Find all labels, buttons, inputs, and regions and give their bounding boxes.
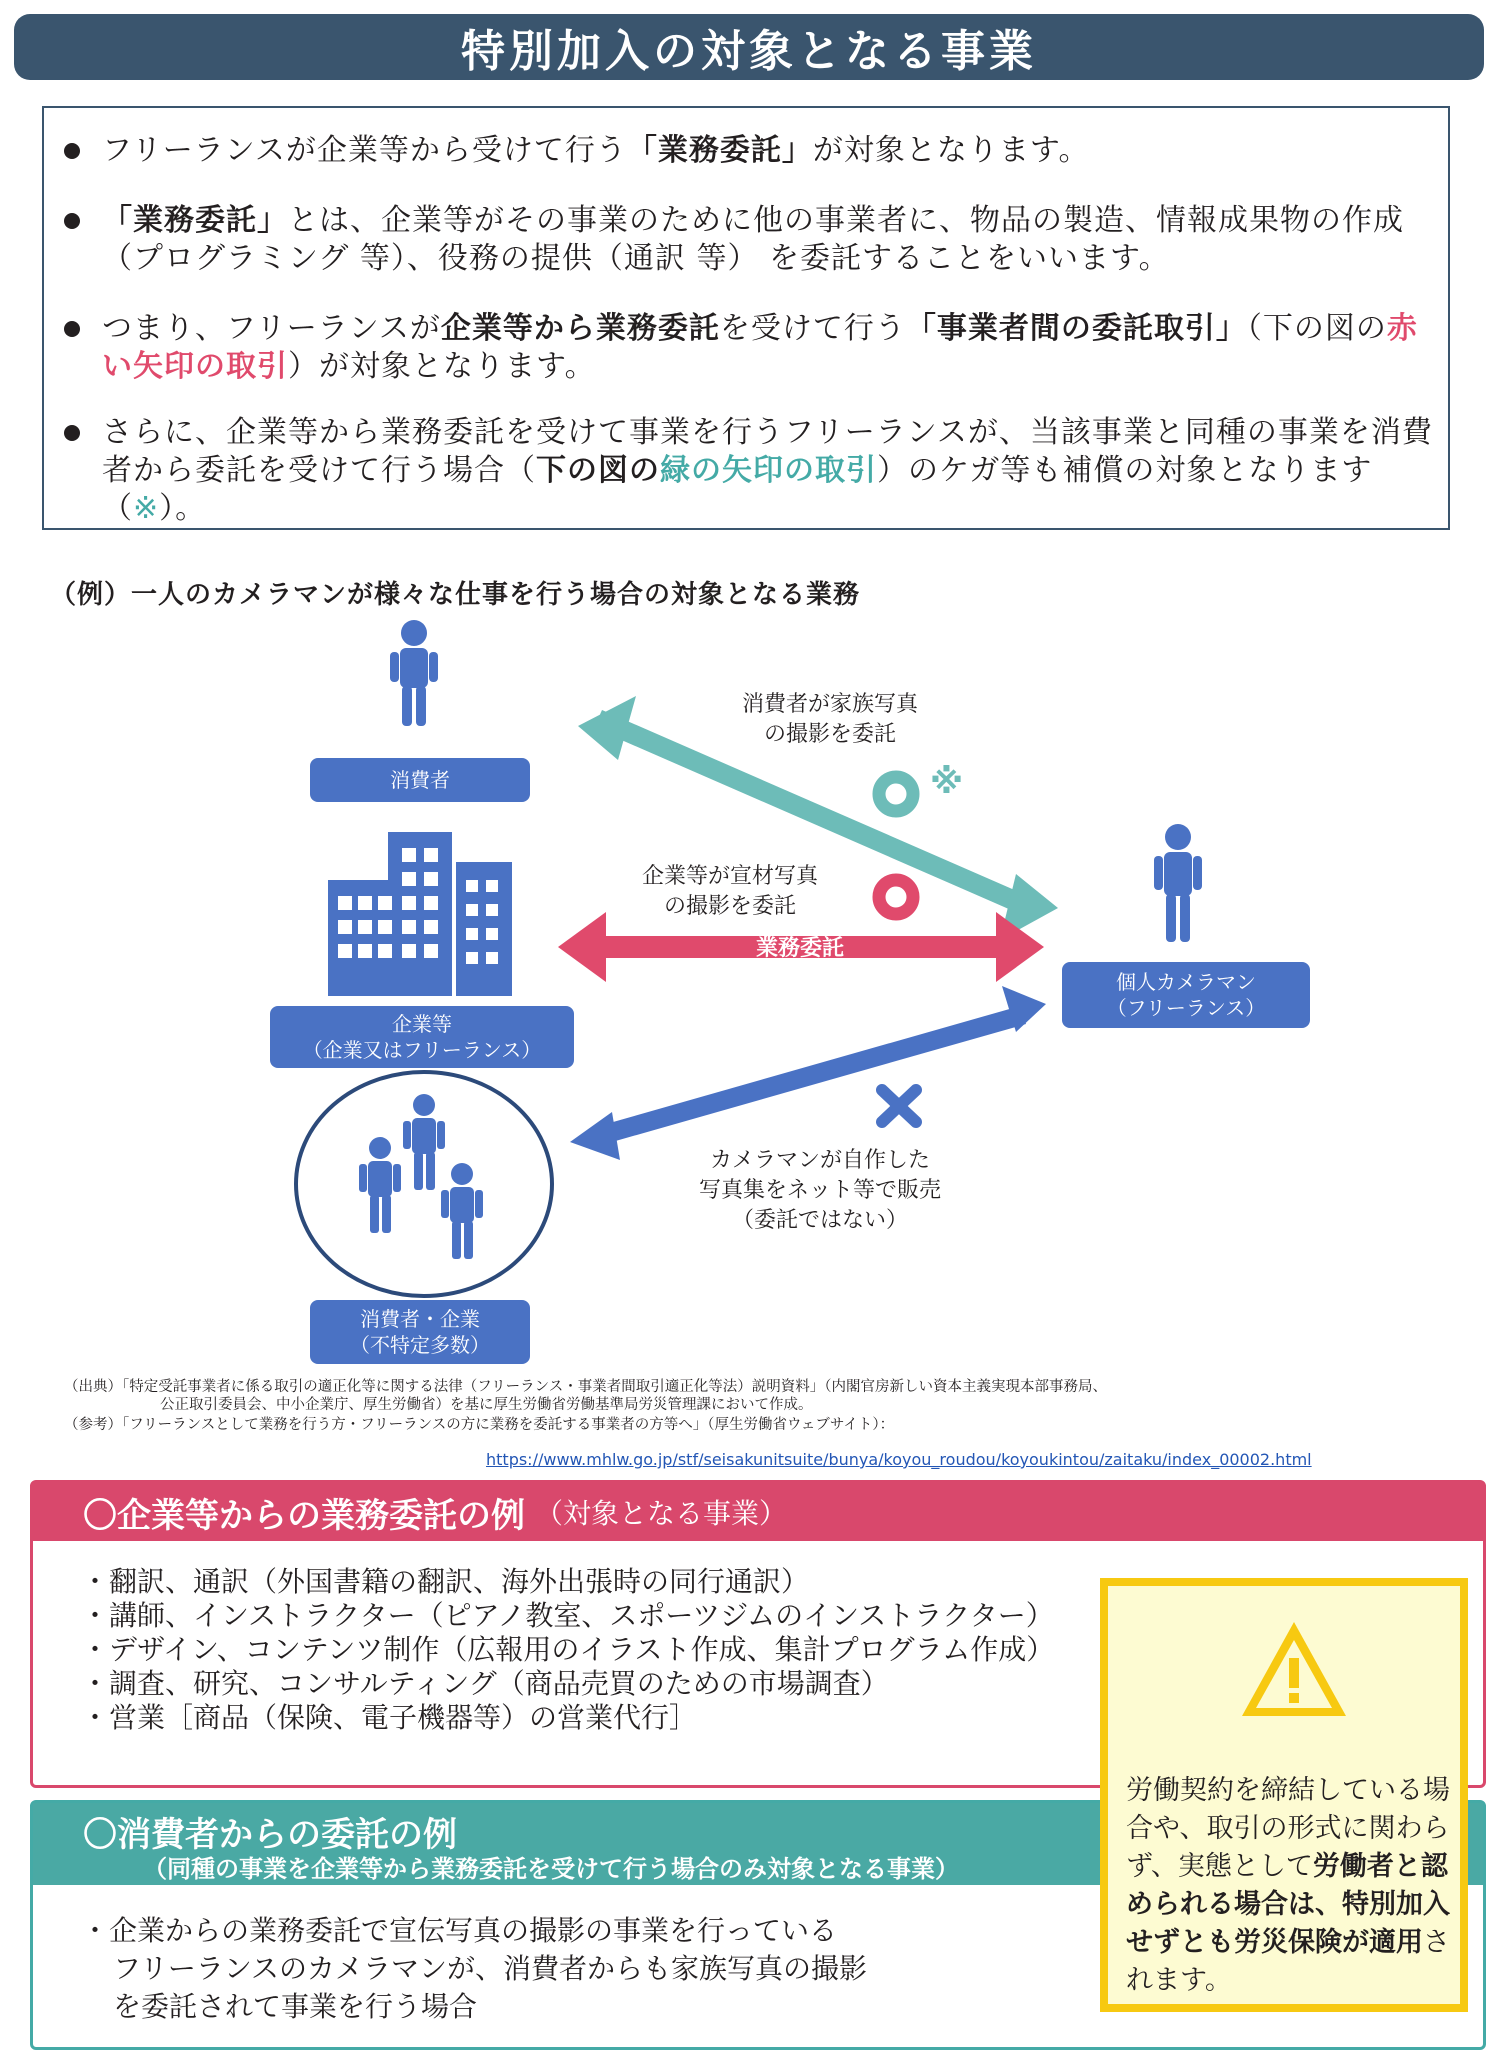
consumer-examples-subtitle: （同種の事業を企業等から業務委託を受けて行う場合のみ対象となる事業） bbox=[143, 1855, 959, 1883]
intro-box bbox=[42, 106, 1450, 530]
title-banner bbox=[14, 14, 1484, 80]
bullet-dot-icon bbox=[64, 143, 80, 159]
ng-cross-icon bbox=[882, 1090, 916, 1122]
intro-bullet-1: フリーランスが企業等から受けて行う「業務委託」が対象となります。 bbox=[64, 132, 1434, 170]
teal-arrow-caption: 消費者が家族写真 の撮影を委託 bbox=[741, 692, 918, 747]
consumer-label: 消費者 bbox=[310, 758, 530, 802]
bullet-dot-icon bbox=[64, 213, 80, 229]
page-title: 特別加入の対象となる事業 bbox=[461, 26, 1037, 77]
blue-arrow bbox=[570, 986, 1046, 1160]
bullet-dot-icon bbox=[64, 425, 80, 441]
company-examples-subtitle: （対象となる事業） bbox=[535, 1497, 788, 1530]
list-item: ・調査、研究、コンサルティング（商品売買のための市場調査） bbox=[81, 1667, 889, 1700]
intro-bullet-3: つまり、フリーランスが企業等から業務委託を受けて行う「事業者間の委託取引」（下の図の赤い矢印の取引）が対象となります。 bbox=[64, 310, 1434, 386]
list-item: フリーランスのカメラマンが、消費者からも家族写真の撮影 bbox=[113, 1952, 868, 1985]
list-item: ・翻訳、通訳（外国書籍の翻訳、海外出張時の同行通訳） bbox=[81, 1565, 810, 1598]
red-arrow-caption: 企業等が宣材写真 の撮影を委託 bbox=[641, 864, 818, 919]
intro-bullet-4: さらに、企業等から業務委託を受けて事業を行うフリーランスが、当該事業と同種の事業を消費者から委託を受けて行う場合（下の図の緑の矢印の取引）のケガ等も補償の対象となります（※）。 bbox=[64, 414, 1434, 528]
source-note-1: （出典）「特定受託事業者に係る取引の適正化等に関する法律（フリーランス・事業者間取引適正化等法）説明資料」（内閣官房新しい資本主義実現本部事務局、 bbox=[64, 1379, 1107, 1395]
red-arrow-label: 業務委託 bbox=[755, 936, 844, 961]
ok-circle-teal-icon bbox=[879, 777, 913, 811]
example-heading: （例）一人のカメラマンが様々な仕事を行う場合の対象となる業務 bbox=[50, 580, 861, 610]
bullet-dot-icon bbox=[64, 321, 80, 337]
ok-circle-red-icon bbox=[879, 880, 913, 914]
source-note-2: 公正取引委員会、中小企業庁、厚生労働省）を基に厚生労働省労働基準局労災管理課において作成。 bbox=[160, 1397, 813, 1413]
list-item: ・営業［商品（保険、電子機器等）の営業代行］ bbox=[81, 1701, 698, 1734]
consumer-person-icon bbox=[390, 620, 438, 726]
list-item: を委託されて事業を行う場合 bbox=[113, 1990, 478, 2023]
warning-icon bbox=[1236, 1616, 1352, 1722]
warning-text: 労働契約を締結している場合や、取引の形式に関わらず、実態として労働者と認められる場合は、特別加入せずとも労災保険が適用されます。 bbox=[1126, 1775, 1450, 1996]
photographer-label: 個人カメラマン （フリーランス） bbox=[1062, 962, 1310, 1028]
reference-note: （参考）「フリーランスとして業務を行う方・フリーランスの方に業務を委託する事業者の方等へ」（厚生労働省ウェブサイト）： bbox=[64, 1417, 895, 1433]
list-item: ・企業からの業務委託で宣伝写真の撮影の事業を行っている bbox=[81, 1914, 838, 1947]
public-group-icon bbox=[296, 1072, 552, 1296]
company-building-icon bbox=[328, 832, 512, 996]
blue-arrow-caption: カメラマンが自作した 写真集をネット等で販売 （委託ではない） bbox=[698, 1148, 941, 1233]
consumer-examples-title: 〇消費者からの委託の例 bbox=[83, 1815, 457, 1855]
reference-link[interactable]: https://www.mhlw.go.jp/stf/seisakunitsuite/bunya/koyou_roudou/koyoukintou/zaitaku/index_00002.html bbox=[486, 1450, 1312, 1469]
list-item: ・デザイン、コンテンツ制作（広報用のイラスト作成、集計プログラム作成） bbox=[81, 1633, 1055, 1666]
list-item: ・講師、インストラクター（ピアノ教室、スポーツジムのインストラクター） bbox=[81, 1599, 1054, 1632]
company-examples-header bbox=[33, 1483, 1483, 1541]
company-label: 企業等 （企業又はフリーランス） bbox=[270, 1006, 574, 1068]
public-label: 消費者・企業 （不特定多数） bbox=[310, 1300, 530, 1364]
company-examples-title: 〇企業等からの業務委託の例 bbox=[83, 1495, 525, 1536]
intro-bullet-2: 「業務委託」とは、企業等がその事業のために他の事業者に、物品の製造、情報成果物の作成（プログラミング 等）、役務の提供（通訳 等） を委託することをいいます。 bbox=[64, 202, 1434, 278]
warning-box bbox=[1100, 1578, 1468, 2012]
photographer-person-icon bbox=[1154, 824, 1202, 942]
note-mark: ※ bbox=[930, 762, 964, 802]
